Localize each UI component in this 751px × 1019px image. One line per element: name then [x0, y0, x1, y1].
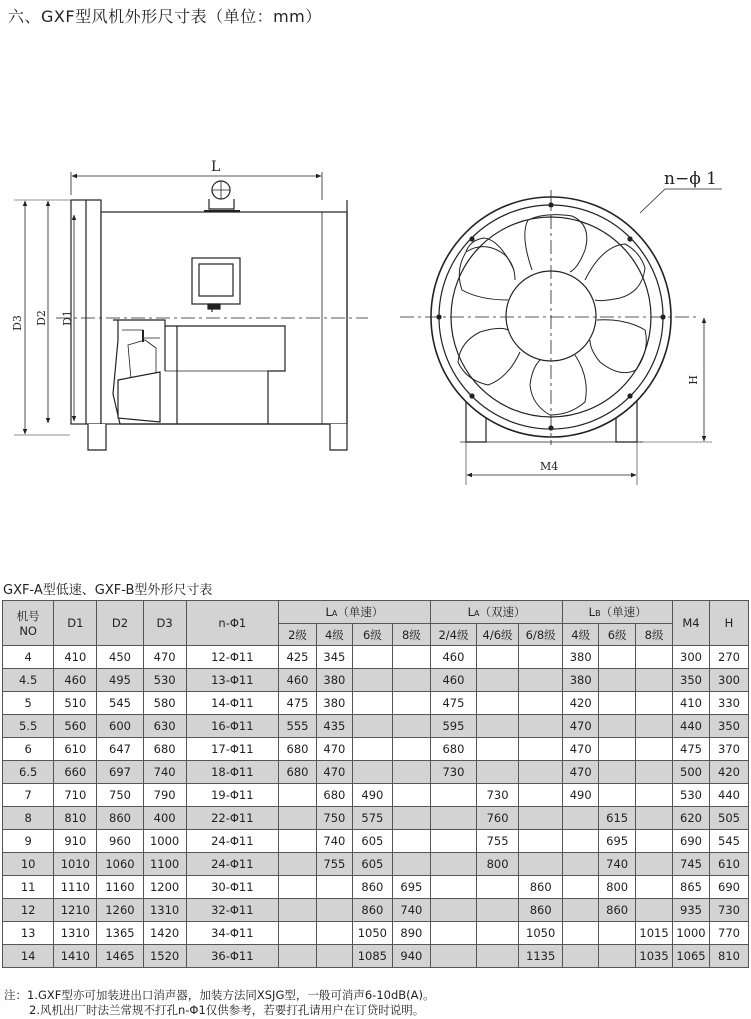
table-cell: [392, 853, 430, 876]
table-cell: 510: [54, 692, 97, 715]
table-cell: [636, 669, 673, 692]
table-cell: 12: [3, 899, 54, 922]
table-cell: 13-Φ11: [186, 669, 278, 692]
table-cell: 1015: [636, 922, 673, 945]
table-cell: 1035: [636, 945, 673, 968]
table-row: [3, 669, 749, 692]
table-cell: 5: [3, 692, 54, 715]
table-cell: 16-Φ11: [186, 715, 278, 738]
table-cell: [352, 692, 392, 715]
table-cell: 800: [599, 876, 636, 899]
table-cell: [519, 669, 563, 692]
table-cell: 610: [709, 853, 748, 876]
table-cell: 470: [143, 646, 186, 669]
table-cell: [430, 945, 476, 968]
table-cell: 380: [316, 692, 352, 715]
table-cell: 330: [709, 692, 748, 715]
table-cell: 760: [477, 807, 519, 830]
table-cell: 647: [97, 738, 143, 761]
dim-D1-label: D1: [61, 310, 74, 326]
table-cell: 935: [673, 899, 710, 922]
header-la-double-prefix: L: [467, 605, 475, 619]
table-cell: 1465: [97, 945, 143, 968]
subheader-cell: 8级: [636, 624, 673, 646]
table-cell: 1000: [143, 830, 186, 853]
table-cell: 750: [97, 784, 143, 807]
table-cell: 470: [316, 738, 352, 761]
header-la-single-prefix: L: [325, 605, 332, 619]
table-cell: 300: [673, 646, 710, 669]
table-cell: 1050: [352, 922, 392, 945]
table-row: [3, 922, 749, 945]
table-cell: [392, 784, 430, 807]
table-cell: 5.5: [3, 715, 54, 738]
table-cell: 530: [673, 784, 710, 807]
header-lb-single-prefix: L: [588, 605, 596, 619]
table-cell: [392, 692, 430, 715]
subheader-cell: 6/8级: [519, 624, 563, 646]
table-cell: 470: [563, 738, 599, 761]
table-cell: 420: [709, 761, 748, 784]
table-cell: [430, 807, 476, 830]
table-cell: [599, 692, 636, 715]
table-cell: 8: [3, 807, 54, 830]
table-cell: 1085: [352, 945, 392, 968]
table-cell: 800: [477, 853, 519, 876]
table-cell: 475: [430, 692, 476, 715]
table-cell: 730: [430, 761, 476, 784]
subheader-cell: 4/6级: [477, 624, 519, 646]
table-cell: 605: [352, 830, 392, 853]
table-cell: 1200: [143, 876, 186, 899]
table-cell: 345: [316, 646, 352, 669]
table-cell: [279, 899, 317, 922]
note-1: 注：1.GXF型亦可加装进出口消声器，加装方法同XSJG型，一般可消声6-10dB(A)。: [4, 988, 435, 1002]
table-cell: 490: [563, 784, 599, 807]
table-cell: 710: [54, 784, 97, 807]
table-cell: [599, 669, 636, 692]
table-cell: [636, 646, 673, 669]
table-cell: [599, 646, 636, 669]
table-cell: 740: [316, 830, 352, 853]
table-cell: 680: [430, 738, 476, 761]
table-cell: 910: [54, 830, 97, 853]
table-cell: [599, 784, 636, 807]
header-la-single: [279, 601, 431, 624]
table-cell: [636, 692, 673, 715]
table-cell: [279, 853, 317, 876]
dim-H-label: H: [687, 375, 700, 385]
table-cell: 440: [709, 784, 748, 807]
table-cell: [519, 646, 563, 669]
table-cell: 545: [709, 830, 748, 853]
table-cell: 34-Φ11: [186, 922, 278, 945]
table-cell: 475: [673, 738, 710, 761]
table-cell: [519, 853, 563, 876]
table-cell: [599, 715, 636, 738]
table-cell: 14-Φ11: [186, 692, 278, 715]
table-row: [3, 899, 749, 922]
dim-n-phi-label: n−ϕ 1: [664, 169, 718, 189]
table-cell: 580: [143, 692, 186, 715]
table-cell: 860: [352, 876, 392, 899]
table-cell: 1065: [673, 945, 710, 968]
table-cell: [563, 922, 599, 945]
table-cell: 380: [563, 646, 599, 669]
table-cell: 24-Φ11: [186, 830, 278, 853]
table-cell: [392, 807, 430, 830]
table-cell: 425: [279, 646, 317, 669]
table-cell: 940: [392, 945, 430, 968]
table-cell: [599, 761, 636, 784]
table-cell: 1000: [673, 922, 710, 945]
table-cell: 11: [3, 876, 54, 899]
table-cell: 595: [430, 715, 476, 738]
table-cell: [519, 807, 563, 830]
table-cell: 460: [430, 669, 476, 692]
header-no-line1: 机号: [16, 609, 40, 623]
table-cell: 9: [3, 830, 54, 853]
table-cell: 860: [97, 807, 143, 830]
table-cell: 730: [477, 784, 519, 807]
table-cell: 860: [519, 899, 563, 922]
table-cell: 1100: [143, 853, 186, 876]
table-cell: 370: [709, 738, 748, 761]
table-cell: 810: [54, 807, 97, 830]
table-cell: [636, 807, 673, 830]
table-cell: 4.5: [3, 669, 54, 692]
table-cell: [430, 899, 476, 922]
dim-L-label: L: [211, 159, 221, 175]
table-cell: 890: [392, 922, 430, 945]
table-cell: [352, 738, 392, 761]
header-la-double-suffix: （双速）: [479, 605, 526, 619]
table-cell: 810: [709, 945, 748, 968]
table-cell: [636, 876, 673, 899]
header-la-double: [430, 601, 562, 624]
table-cell: 1365: [97, 922, 143, 945]
table-cell: 14: [3, 945, 54, 968]
table-cell: 680: [316, 784, 352, 807]
table-cell: 680: [279, 761, 317, 784]
table-row: [3, 738, 749, 761]
table-cell: [519, 692, 563, 715]
table-cell: [430, 853, 476, 876]
table-cell: 380: [316, 669, 352, 692]
table-cell: 1420: [143, 922, 186, 945]
notes: [4, 988, 434, 1018]
table-cell: 17-Φ11: [186, 738, 278, 761]
dim-M4-label: M4: [540, 460, 559, 473]
table-cell: [352, 669, 392, 692]
table-row: [3, 830, 749, 853]
header-h: H: [709, 601, 748, 646]
table-cell: 605: [352, 853, 392, 876]
table-cell: 860: [352, 899, 392, 922]
table-row: [3, 853, 749, 876]
table-cell: 30-Φ11: [186, 876, 278, 899]
table-cell: 6: [3, 738, 54, 761]
table-cell: [279, 922, 317, 945]
table-cell: [352, 715, 392, 738]
table-cell: 270: [709, 646, 748, 669]
table-cell: 12-Φ11: [186, 646, 278, 669]
header-la-single-suffix: （单速）: [337, 605, 384, 619]
table-cell: [352, 761, 392, 784]
table-cell: [279, 945, 317, 968]
table-cell: 690: [709, 876, 748, 899]
table-cell: 755: [316, 853, 352, 876]
table-cell: 860: [519, 876, 563, 899]
header-d1: D1: [54, 601, 97, 646]
table-cell: [316, 945, 352, 968]
table-cell: [392, 761, 430, 784]
header-d3: D3: [143, 601, 186, 646]
table-cell: 490: [352, 784, 392, 807]
subheader-cell: 4级: [563, 624, 599, 646]
table-cell: [477, 876, 519, 899]
header-no-line2: NO: [19, 624, 37, 638]
table-cell: 615: [599, 807, 636, 830]
table-cell: 440: [673, 715, 710, 738]
table-cell: 680: [143, 738, 186, 761]
table-cell: 380: [563, 669, 599, 692]
table-cell: [636, 853, 673, 876]
table-cell: 1210: [54, 899, 97, 922]
table-row: [3, 945, 749, 968]
table-cell: 740: [599, 853, 636, 876]
table-cell: 460: [54, 669, 97, 692]
table-cell: 7: [3, 784, 54, 807]
table-cell: [477, 945, 519, 968]
table-cell: [316, 876, 352, 899]
front-view: [400, 189, 722, 485]
table-cell: [279, 830, 317, 853]
header-m4: M4: [673, 601, 710, 646]
table-cell: 410: [54, 646, 97, 669]
table-cell: [599, 945, 636, 968]
table-cell: [392, 669, 430, 692]
header-la-single-sub: A: [331, 609, 338, 618]
table-cell: 575: [352, 807, 392, 830]
table-cell: 24-Φ11: [186, 853, 278, 876]
table-cell: 19-Φ11: [186, 784, 278, 807]
table-cell: [430, 922, 476, 945]
table-cell: 505: [709, 807, 748, 830]
table-cell: 470: [563, 715, 599, 738]
table-cell: 470: [563, 761, 599, 784]
dim-D3-label: D3: [11, 315, 24, 331]
table-cell: 697: [97, 761, 143, 784]
table-cell: 435: [316, 715, 352, 738]
note-2: 2.风机出厂时法兰常规不打孔n-Φ1仅供参考，若要打孔请用户在订贷时说明。: [29, 1003, 425, 1017]
subheader-cell: 8级: [392, 624, 430, 646]
table-cell: [599, 738, 636, 761]
table-cell: 1160: [97, 876, 143, 899]
table-cell: 630: [143, 715, 186, 738]
table-cell: 865: [673, 876, 710, 899]
dimension-table: [2, 600, 749, 968]
table-cell: 400: [143, 807, 186, 830]
table-cell: [352, 646, 392, 669]
dim-D2-label: D2: [35, 310, 48, 326]
table-cell: 1520: [143, 945, 186, 968]
header-lb-single-sub: B: [595, 609, 601, 618]
table-cell: [477, 738, 519, 761]
table-cell: 460: [279, 669, 317, 692]
table-cell: [519, 715, 563, 738]
header-n-phi: n-Φ1: [186, 601, 278, 646]
table-cell: 530: [143, 669, 186, 692]
table-row: [3, 761, 749, 784]
table-row: [3, 692, 749, 715]
table-cell: 10: [3, 853, 54, 876]
subheader-cell: 6级: [599, 624, 636, 646]
table-cell: [430, 830, 476, 853]
table-cell: [477, 669, 519, 692]
table-row: [3, 807, 749, 830]
table-cell: 960: [97, 830, 143, 853]
table-cell: [519, 761, 563, 784]
table-cell: 560: [54, 715, 97, 738]
table-cell: [392, 830, 430, 853]
table-title: GXF-A型低速、GXF-B型外形尺寸表: [3, 583, 213, 598]
table-cell: [563, 807, 599, 830]
header-d2: D2: [97, 601, 143, 646]
table-cell: [316, 899, 352, 922]
table-cell: [477, 899, 519, 922]
table-cell: 555: [279, 715, 317, 738]
table-cell: 4: [3, 646, 54, 669]
table-cell: [636, 738, 673, 761]
table-cell: 22-Φ11: [186, 807, 278, 830]
table-cell: 695: [599, 830, 636, 853]
table-cell: [392, 738, 430, 761]
table-cell: [279, 784, 317, 807]
table-cell: 745: [673, 853, 710, 876]
table-cell: [430, 876, 476, 899]
table-cell: 18-Φ11: [186, 761, 278, 784]
table-cell: 32-Φ11: [186, 899, 278, 922]
table-cell: 755: [477, 830, 519, 853]
table-cell: 13: [3, 922, 54, 945]
table-cell: 475: [279, 692, 317, 715]
table-cell: 740: [143, 761, 186, 784]
table-cell: 860: [599, 899, 636, 922]
table-cell: 410: [673, 692, 710, 715]
table-cell: 790: [143, 784, 186, 807]
page-title: 六、GXF型风机外形尺寸表（单位：mm）: [8, 7, 322, 26]
table-cell: 500: [673, 761, 710, 784]
header-la-double-sub: A: [474, 609, 480, 618]
table-cell: 690: [673, 830, 710, 853]
table-cell: 1010: [54, 853, 97, 876]
table-cell: 350: [673, 669, 710, 692]
table-row: [3, 646, 749, 669]
table-cell: 1050: [519, 922, 563, 945]
table-cell: 350: [709, 715, 748, 738]
table-cell: 1310: [54, 922, 97, 945]
fan-outline-drawing: [0, 140, 751, 485]
header-lb-single: [563, 601, 673, 624]
table-cell: [599, 922, 636, 945]
table-cell: [563, 899, 599, 922]
table-cell: [636, 830, 673, 853]
table-cell: 1410: [54, 945, 97, 968]
table-cell: [636, 715, 673, 738]
table-cell: 750: [316, 807, 352, 830]
subheader-cell: 6级: [352, 624, 392, 646]
table-cell: [477, 646, 519, 669]
table-cell: [392, 715, 430, 738]
table-cell: [519, 784, 563, 807]
table-cell: 680: [279, 738, 317, 761]
table-row: [3, 715, 749, 738]
table-cell: 620: [673, 807, 710, 830]
table-body: [3, 646, 749, 968]
table-cell: [316, 922, 352, 945]
table-cell: 1310: [143, 899, 186, 922]
table-cell: 36-Φ11: [186, 945, 278, 968]
table-cell: [519, 830, 563, 853]
header-no: [3, 601, 54, 646]
table-cell: 6.5: [3, 761, 54, 784]
subheader-cell: 2级: [279, 624, 317, 646]
table-cell: [279, 876, 317, 899]
table-cell: 1260: [97, 899, 143, 922]
table-cell: [477, 922, 519, 945]
table-cell: 610: [54, 738, 97, 761]
table-cell: 300: [709, 669, 748, 692]
table-cell: [279, 807, 317, 830]
table-cell: 1060: [97, 853, 143, 876]
table-cell: [477, 715, 519, 738]
table-cell: [636, 784, 673, 807]
table-cell: 770: [709, 922, 748, 945]
table-cell: [563, 830, 599, 853]
table-cell: 660: [54, 761, 97, 784]
subheader-cell: 2/4级: [430, 624, 476, 646]
table-row: [3, 784, 749, 807]
table-cell: [430, 784, 476, 807]
header-lb-single-suffix: （单速）: [600, 605, 647, 619]
table-cell: [636, 761, 673, 784]
table-cell: 1110: [54, 876, 97, 899]
table-cell: [563, 945, 599, 968]
table-cell: [563, 853, 599, 876]
table-cell: [563, 876, 599, 899]
table-cell: [477, 692, 519, 715]
table-cell: 695: [392, 876, 430, 899]
table-cell: 545: [97, 692, 143, 715]
table-cell: 450: [97, 646, 143, 669]
table-cell: 1135: [519, 945, 563, 968]
table-cell: 495: [97, 669, 143, 692]
table-cell: 460: [430, 646, 476, 669]
table-cell: 740: [392, 899, 430, 922]
table-row: [3, 876, 749, 899]
table-cell: [636, 899, 673, 922]
subheader-cell: 4级: [316, 624, 352, 646]
table-cell: 420: [563, 692, 599, 715]
table-cell: 470: [316, 761, 352, 784]
table-cell: [392, 646, 430, 669]
table-cell: 730: [709, 899, 748, 922]
table-cell: 600: [97, 715, 143, 738]
table-cell: [477, 761, 519, 784]
table-cell: [519, 738, 563, 761]
